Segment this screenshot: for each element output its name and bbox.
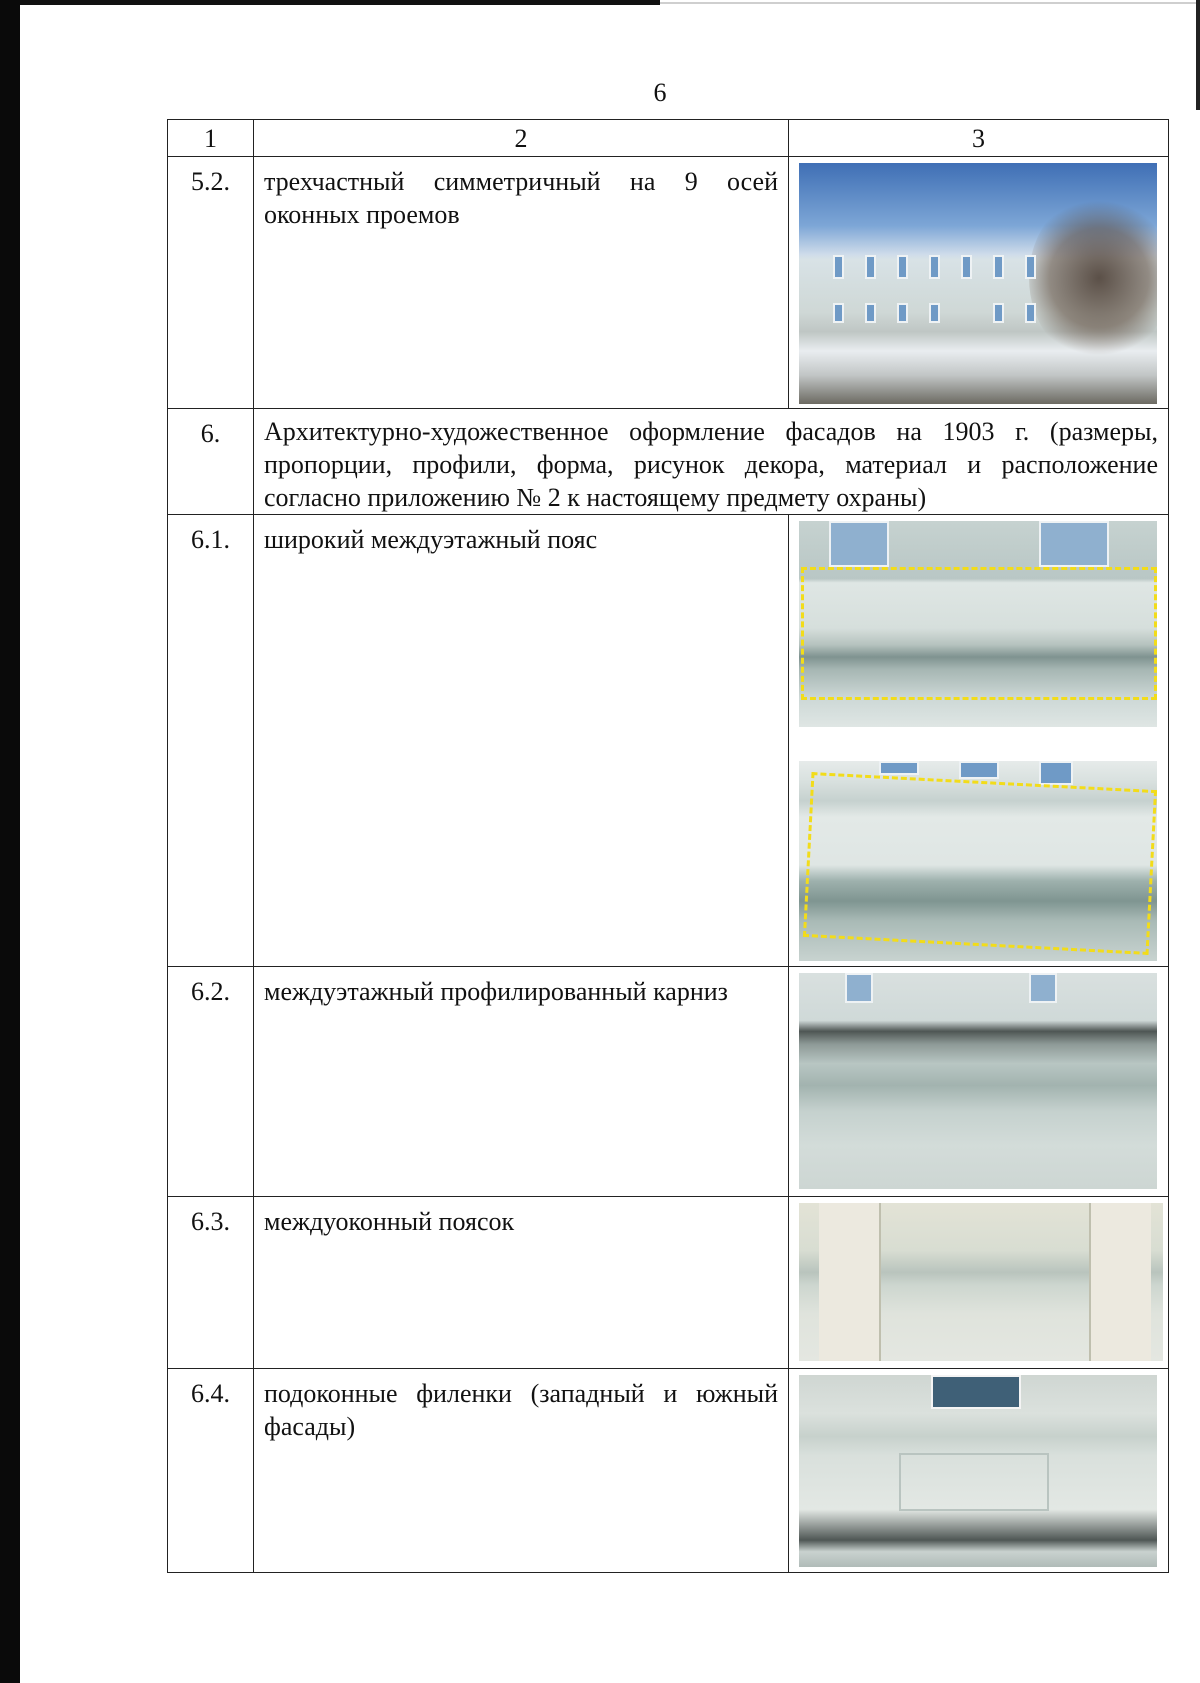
row-description: широкий междуэтажный пояс [254, 515, 789, 967]
scan-edge-left [0, 0, 20, 1683]
row-description: междуэтажный профилированный карниз [254, 967, 789, 1197]
interfloor-belt-photo-1 [799, 521, 1157, 727]
row-number: 6.4. [168, 1369, 254, 1573]
scan-edge-top-light [660, 2, 1200, 4]
row-description: Архитектурно-художественное оформление фасадов на 1903 г. (размеры, пропорции, профили, форма, рисунок декора, материал и расположение согласно приложению № 2 к настоящему предмету охраны) [254, 409, 1169, 515]
table-row [168, 157, 1169, 409]
interfloor-belt-photo-2 [799, 761, 1157, 961]
row-photo-cell [789, 1369, 1169, 1573]
row-photo-cell [789, 515, 1169, 967]
row-photo-cell [789, 1197, 1169, 1369]
header-col-2: 2 [254, 120, 789, 157]
table-row [168, 1369, 1169, 1573]
sill-panels-photo [799, 1375, 1157, 1567]
profiled-cornice-photo [799, 973, 1157, 1189]
row-number: 6.2. [168, 967, 254, 1197]
row-photo-cell [789, 967, 1169, 1197]
tree-shape [1029, 193, 1157, 363]
interwindow-belt-photo [799, 1203, 1163, 1361]
row-number: 5.2. [168, 157, 254, 409]
row-photo-cell [789, 157, 1169, 409]
table-header-row [168, 120, 1169, 157]
highlight-box [803, 772, 1157, 955]
row-description: трехчастный симметричный на 9 осей оконных проемов [254, 157, 789, 409]
row-number: 6.3. [168, 1197, 254, 1369]
scan-edge-top [20, 0, 660, 5]
page-number: 6 [653, 78, 667, 107]
row-number: 6. [168, 409, 254, 515]
table-row [168, 409, 1169, 515]
table-row [168, 967, 1169, 1197]
header-col-3: 3 [789, 120, 1169, 157]
header-col-1: 1 [168, 120, 254, 157]
table-row [168, 515, 1169, 967]
building-facade-photo [799, 163, 1157, 404]
row-description: междуоконный поясок [254, 1197, 789, 1369]
row-description: подоконные филенки (западный и южный фасады) [254, 1369, 789, 1573]
protection-subject-table [167, 119, 1169, 1573]
table-row [168, 1197, 1169, 1369]
highlight-box [801, 567, 1157, 700]
row-number: 6.1. [168, 515, 254, 967]
